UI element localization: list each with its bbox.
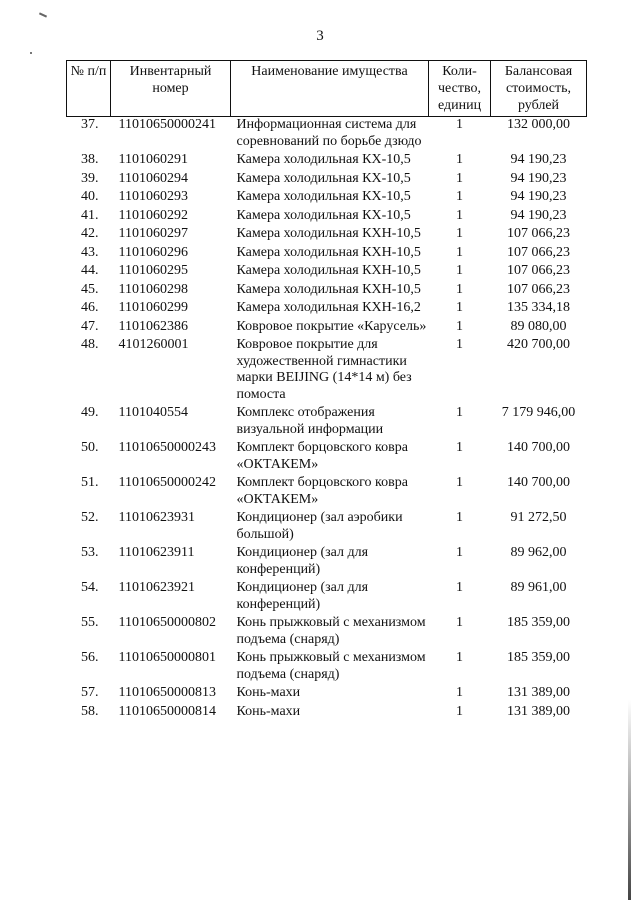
table-row bbox=[67, 510, 587, 545]
property-name: Ковровое покрытие «Карусель» bbox=[236, 318, 427, 334]
table-row bbox=[67, 650, 587, 685]
inventory-number: 4101260001 bbox=[118, 337, 189, 352]
quantity: 1 bbox=[456, 207, 463, 223]
table-row bbox=[67, 545, 587, 580]
quantity: 1 bbox=[456, 300, 463, 315]
row-number: 46. bbox=[81, 300, 99, 315]
quantity: 1 bbox=[456, 318, 463, 334]
header-quantity: Коли-чество, единиц bbox=[429, 61, 491, 117]
inventory-number: 1101060291 bbox=[118, 152, 188, 167]
inventory-number: 11010650000242 bbox=[118, 475, 216, 490]
inventory-number: 11010623921 bbox=[118, 580, 195, 595]
table-row bbox=[67, 171, 587, 190]
balance-cost: 107 066,23 bbox=[507, 263, 570, 278]
property-name: Конь-махи bbox=[236, 685, 301, 700]
balance-cost: 140 700,00 bbox=[507, 475, 570, 490]
row-number: 54. bbox=[81, 580, 99, 595]
row-number: 48. bbox=[81, 337, 99, 352]
quantity: 1 bbox=[456, 337, 463, 352]
balance-cost: 185 359,00 bbox=[507, 650, 570, 665]
property-name: Комплекс отображения визуальной информации bbox=[236, 405, 384, 437]
quantity: 1 bbox=[456, 545, 463, 560]
inventory-number: 1101060294 bbox=[118, 170, 188, 186]
quantity: 1 bbox=[456, 510, 463, 525]
balance-cost: 107 066,23 bbox=[507, 226, 570, 241]
balance-cost: 132 000,00 bbox=[507, 117, 570, 132]
balance-cost: 420 700,00 bbox=[507, 337, 570, 352]
quantity: 1 bbox=[456, 685, 463, 700]
property-name: Конь прыжковый с механизмом подъема (снаряд) bbox=[236, 650, 426, 682]
inventory-number: 1101040554 bbox=[118, 405, 188, 420]
table-row bbox=[67, 117, 587, 153]
quantity: 1 bbox=[456, 189, 463, 204]
inventory-number: 1101060298 bbox=[118, 281, 188, 297]
quantity: 1 bbox=[456, 117, 463, 132]
scan-artifact bbox=[39, 12, 47, 17]
property-name: Камера холодильная КХН-10,5 bbox=[236, 281, 421, 297]
balance-cost: 94 190,23 bbox=[510, 207, 567, 223]
inventory-number: 11010650000241 bbox=[118, 117, 216, 132]
table-row bbox=[67, 245, 587, 264]
inventory-number: 11010650000801 bbox=[118, 650, 216, 665]
inventory-number: 1101060296 bbox=[118, 244, 188, 260]
row-number: 51. bbox=[81, 475, 99, 490]
balance-cost: 94 190,23 bbox=[510, 170, 567, 186]
balance-cost: 89 080,00 bbox=[510, 318, 567, 334]
property-name: Камера холодильная КХН-10,5 bbox=[236, 263, 421, 278]
property-name: Комплект борцовского ковра «ОКТАКЕМ» bbox=[236, 440, 408, 472]
quantity: 1 bbox=[456, 405, 463, 420]
table-row bbox=[67, 580, 587, 615]
balance-cost: 140 700,00 bbox=[507, 440, 570, 455]
table-row bbox=[67, 189, 587, 208]
table-row bbox=[67, 226, 587, 245]
row-number: 52. bbox=[81, 510, 99, 525]
row-number: 49. bbox=[81, 405, 99, 420]
quantity: 1 bbox=[456, 281, 463, 297]
row-number: 53. bbox=[81, 545, 99, 560]
inventory-number: 1101060295 bbox=[118, 263, 188, 278]
quantity: 1 bbox=[456, 226, 463, 241]
row-number: 45. bbox=[81, 281, 99, 297]
table-header-row bbox=[67, 61, 587, 117]
balance-cost: 94 190,23 bbox=[510, 152, 567, 167]
inventory-number: 11010650000243 bbox=[118, 440, 216, 455]
row-number: 41. bbox=[81, 207, 99, 223]
quantity: 1 bbox=[456, 703, 463, 719]
page-number: 3 bbox=[316, 28, 324, 44]
property-name: Камера холодильная КХН-10,5 bbox=[236, 226, 421, 241]
property-name: Ковровое покрытие для художественной гимнастики марки BEIJING (14*14 м) без помоста bbox=[236, 337, 412, 402]
table-row bbox=[67, 475, 587, 510]
table-row bbox=[67, 282, 587, 301]
table-row bbox=[67, 300, 587, 319]
row-number: 56. bbox=[81, 650, 99, 665]
property-name: Камера холодильная КХ-10,5 bbox=[236, 189, 411, 204]
table-body bbox=[67, 117, 587, 723]
scan-artifact-dot bbox=[30, 52, 32, 54]
table-row bbox=[67, 152, 587, 171]
quantity: 1 bbox=[456, 152, 463, 167]
inventory-number: 1101060297 bbox=[118, 226, 188, 241]
quantity: 1 bbox=[456, 170, 463, 186]
inventory-number: 11010650000813 bbox=[118, 685, 216, 700]
header-inventory: Инвентарный номер bbox=[111, 61, 231, 117]
property-name: Кондиционер (зал аэробики большой) bbox=[236, 510, 403, 542]
inventory-number: 1101060292 bbox=[118, 207, 188, 223]
table-row bbox=[67, 440, 587, 475]
row-number: 43. bbox=[81, 244, 99, 260]
balance-cost: 107 066,23 bbox=[507, 281, 570, 297]
property-name: Конь-махи bbox=[236, 703, 301, 719]
row-number: 44. bbox=[81, 263, 99, 278]
header-cost: Балансовая стоимость, рублей bbox=[491, 61, 587, 117]
table-row bbox=[67, 615, 587, 650]
property-name: Камера холодильная КХН-16,2 bbox=[236, 300, 421, 315]
quantity: 1 bbox=[456, 440, 463, 455]
property-name: Комплект борцовского ковра «ОКТАКЕМ» bbox=[236, 475, 408, 507]
balance-cost: 131 389,00 bbox=[507, 703, 570, 719]
inventory-number: 11010650000802 bbox=[118, 615, 216, 630]
balance-cost: 107 066,23 bbox=[507, 244, 570, 260]
property-name: Камера холодильная КХ-10,5 bbox=[236, 170, 411, 186]
property-table bbox=[66, 60, 587, 722]
row-number: 42. bbox=[81, 226, 99, 241]
table-row bbox=[67, 263, 587, 282]
table-row bbox=[67, 337, 587, 405]
inventory-number: 11010623911 bbox=[118, 545, 195, 560]
row-number: 58. bbox=[81, 703, 99, 719]
table-row bbox=[67, 319, 587, 338]
table-row bbox=[67, 208, 587, 227]
inventory-number: 11010650000814 bbox=[118, 703, 216, 719]
header-num: № п/п bbox=[67, 61, 111, 117]
header-name: Наименование имущества bbox=[231, 61, 429, 117]
inventory-number: 1101062386 bbox=[118, 318, 188, 334]
property-name: Камера холодильная КХ-10,5 bbox=[236, 207, 411, 223]
quantity: 1 bbox=[456, 475, 463, 490]
inventory-number: 11010623931 bbox=[118, 510, 195, 525]
row-number: 40. bbox=[81, 189, 99, 204]
balance-cost: 7 179 946,00 bbox=[501, 405, 576, 420]
property-name: Кондиционер (зал для конференций) bbox=[236, 580, 369, 612]
scan-edge-shadow bbox=[628, 700, 631, 900]
property-name: Камера холодильная КХ-10,5 bbox=[236, 152, 411, 167]
quantity: 1 bbox=[456, 650, 463, 665]
property-name: Информационная система для соревнований по борьбе дзюдо bbox=[236, 117, 422, 149]
quantity: 1 bbox=[456, 580, 463, 595]
row-number: 55. bbox=[81, 615, 99, 630]
row-number: 50. bbox=[81, 440, 99, 455]
balance-cost: 94 190,23 bbox=[510, 189, 567, 204]
row-number: 37. bbox=[81, 117, 99, 132]
row-number: 57. bbox=[81, 685, 99, 700]
inventory-number: 1101060293 bbox=[118, 189, 188, 204]
property-name: Камера холодильная КХН-10,5 bbox=[236, 244, 421, 260]
balance-cost: 185 359,00 bbox=[507, 615, 570, 630]
balance-cost: 89 961,00 bbox=[510, 580, 567, 595]
balance-cost: 131 389,00 bbox=[507, 685, 570, 700]
table-row bbox=[67, 405, 587, 440]
row-number: 47. bbox=[81, 318, 99, 334]
balance-cost: 135 334,18 bbox=[507, 300, 570, 315]
balance-cost: 89 962,00 bbox=[510, 545, 567, 560]
inventory-number: 1101060299 bbox=[118, 300, 188, 315]
balance-cost: 91 272,50 bbox=[510, 510, 567, 525]
row-number: 38. bbox=[81, 152, 99, 167]
table-row bbox=[67, 704, 587, 723]
quantity: 1 bbox=[456, 615, 463, 630]
table-row bbox=[67, 685, 587, 704]
quantity: 1 bbox=[456, 244, 463, 260]
quantity: 1 bbox=[456, 263, 463, 278]
property-name: Конь прыжковый с механизмом подъема (снаряд) bbox=[236, 615, 426, 647]
row-number: 39. bbox=[81, 170, 99, 186]
property-name: Кондиционер (зал для конференций) bbox=[236, 545, 369, 577]
